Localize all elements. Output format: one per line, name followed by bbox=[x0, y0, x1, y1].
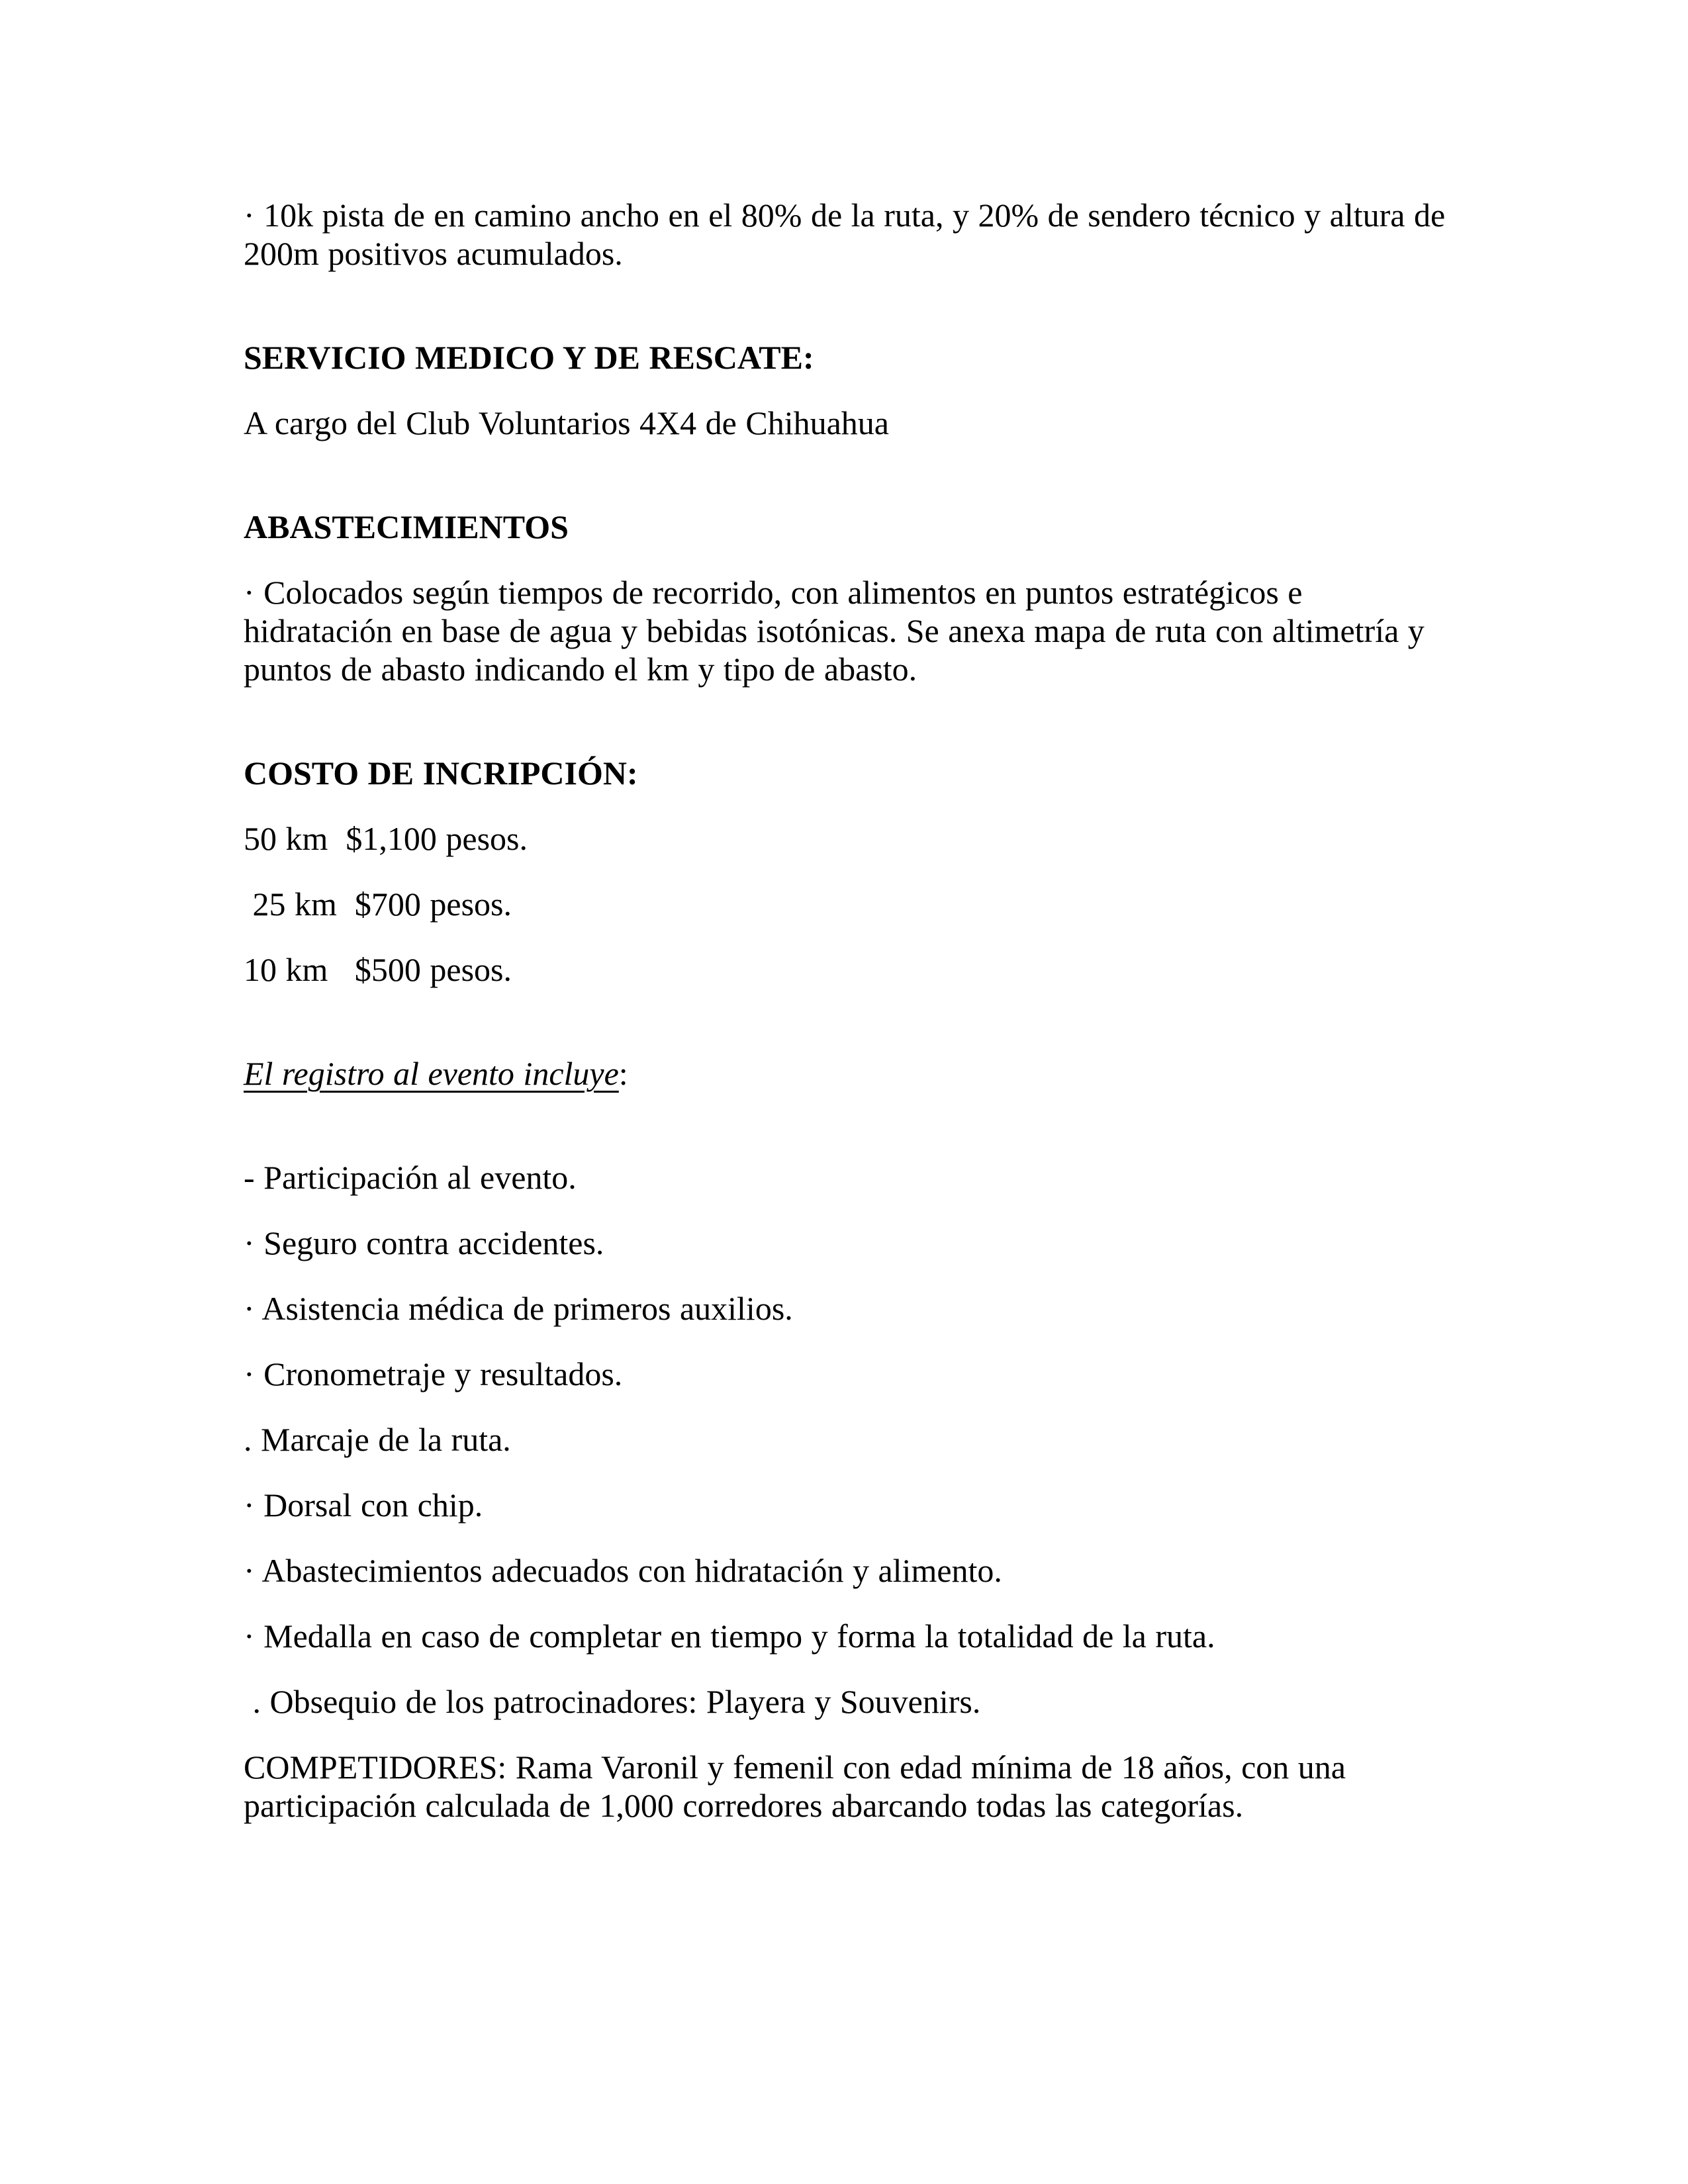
registration-item-aid-stations: · Abastecimientos adecuados con hidratación y alimento. bbox=[244, 1552, 1002, 1589]
registration-heading-text: El registro al evento incluye bbox=[244, 1055, 619, 1092]
cost-heading: COSTO DE INCRIPCIÓN: bbox=[244, 754, 638, 792]
registration-item-participation: - Participación al evento. bbox=[244, 1159, 577, 1196]
registration-item-medal: · Medalla en caso de completar en tiempo y forma la totalidad de la ruta. bbox=[244, 1617, 1215, 1655]
registration-item-bib-chip: · Dorsal con chip. bbox=[244, 1486, 483, 1524]
medical-rescue-body: A cargo del Club Voluntarios 4X4 de Chihuahua bbox=[244, 404, 889, 441]
cost-item-10km: 10 km $500 pesos. bbox=[244, 951, 512, 988]
supplies-heading: ABASTECIMIENTOS bbox=[244, 508, 569, 545]
registration-item-route-marking: . Marcaje de la ruta. bbox=[244, 1421, 511, 1458]
cost-item-50km: 50 km $1,100 pesos. bbox=[244, 820, 528, 857]
registration-heading bbox=[244, 1054, 1446, 1093]
registration-item-medical-assistance: · Asistencia médica de primeros auxilios. bbox=[244, 1290, 793, 1327]
intro-paragraph: · 10k pista de en camino ancho en el 80% de la ruta, y 20% de sendero técnico y altura de 200m positivos acumulados. bbox=[244, 197, 1454, 272]
registration-item-sponsor-gift: . Obsequio de los patrocinadores: Playera y Souvenirs. bbox=[244, 1683, 981, 1720]
registration-item-timing: · Cronometraje y resultados. bbox=[244, 1355, 623, 1392]
medical-rescue-heading: SERVICIO MEDICO Y DE RESCATE: bbox=[244, 339, 814, 376]
registration-item-insurance: · Seguro contra accidentes. bbox=[244, 1224, 604, 1261]
registration-heading-colon: : bbox=[618, 1055, 628, 1092]
cost-item-25km: 25 km $700 pesos. bbox=[244, 886, 512, 923]
competitors-paragraph: COMPETIDORES: Rama Varonil y femenil con edad mínima de 18 años, con una participación calculada de 1,000 corredores abarcando todas las categorías. bbox=[244, 1749, 1355, 1824]
supplies-body: · Colocados según tiempos de recorrido, con alimentos en puntos estratégicos e hidratación en base de agua y bebidas isotónicas. Se anexa mapa de ruta con altimetría y puntos de abasto indicando el km y tipo de abasto. bbox=[244, 574, 1434, 688]
